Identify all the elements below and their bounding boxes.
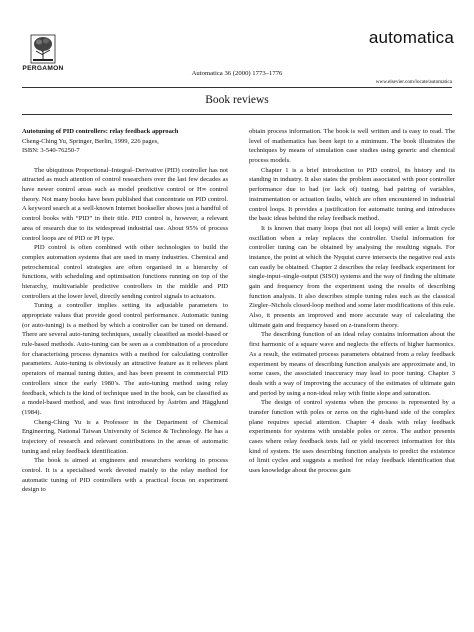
review-paragraph: The ubiquitous Proportional–Integral–Derivative (PID) controller has not attracted as much attention of control researchers over the last few decades as have newer control areas such as model predictive control or H∞ control theory. Not many books have been published that concentrate on PID control. A keyword search at a well-known Internet bookseller shows just a handful of control books with “PID” in their title. PID control is, however, a relevant area of research due to its widespread industrial use. About 95% of process control loops are of PID or PI type. xyxy=(22,166,228,242)
tree-logo-icon xyxy=(30,34,56,64)
section-title: Book reviews xyxy=(205,94,269,106)
journal-name: automatica xyxy=(368,28,454,47)
review-paragraph: The book is aimed at engineers and researchers working in process control. It is a specialised work devoted mainly to the relay method for automatic tuning of PID controllers with a practical focus on experiment design to xyxy=(22,457,228,494)
review-paragraph: Tuning a controller implies setting its adjustable parameters to appropriate values that provide good control performance. Automatic tuning (or auto-tuning) is a method by which a controller can be tuned on demand. There are several auto-tuning techniques, usually classified as model-based or rule-based methods. Auto-tuning can be seen as a combination of a procedure for characterising process dynamics with a method for calculating controller parameters. Auto-tuning is obviously an attractive feature as it relieves plant operators of manual tuning duties, and has been present in commercial PID controllers since the early 1980’s. The auto-tuning method using relay feedback, which is the kind of technique used in the book, can be classified as a model-based method, and was first introduced by Åström and Hägglund (1984). xyxy=(22,302,228,416)
book-author-line: Cheng-Ching Yu, Springer, Berlin, 1999, 226 pages, xyxy=(22,137,159,145)
journal-reference: Automatica 36 (2000) 1773–1776 xyxy=(191,70,283,77)
review-paragraph: Chapter 1 is a brief introduction to PID control, its history and its standing in industry. It also states the problem associated with poor controller performance due to bad (or lack of) tuning, bad pairing of variables, instrumentation or actuation faults, which are often encountered in industrial control loops. It provides a justification for automatic tuning and introduces the basic ideas behind the relay feedback method. xyxy=(249,166,455,223)
review-paragraph: obtain process information. The book is well written and is easy to read. The level of mathematics has been kept to a minimum. The book illustrates the techniques by means of simulation case studies using generic and chemical process models. xyxy=(249,128,455,165)
book-title: Autotuning of PID controllers: relay feedback approach xyxy=(22,128,179,135)
publisher-name: PERGAMON xyxy=(22,65,64,72)
right-column xyxy=(249,127,455,476)
review-paragraph: PID control is often combined with other technologies to build the complex automation systems that are used in many industries. Chemical and petrochemical control strategies are often organised in a hierarchy of functions, with scheduling and optimisation functions running on top of the hierarchy, multivariable predictive controllers in the middle and PID controllers at the lower level, directly sending control signals to actuators. xyxy=(22,244,228,300)
publisher-logo xyxy=(22,34,64,72)
left-column xyxy=(22,127,228,495)
book-isbn: ISBN: 3-540-76250-7 xyxy=(22,147,80,155)
review-paragraph: Cheng-Ching Yu is a Professor in the Department of Chemical Engineering, National Taiwan University of Science & Technology. He has a trajectory of research and relevant contributions in the areas of automatic tuning and relay feedback identification. xyxy=(22,418,228,455)
journal-header xyxy=(0,0,474,84)
journal-url: www.elsevier.com/locate/automatica xyxy=(375,79,452,85)
review-paragraph: It is known that many loops (but not all loops) will enter a limit cycle oscillation when a relay replaces the controller. Useful information for controller tuning can be obtained by analysing the resulting signals. For instance, the point at which the Nyquist curve intersects the negative real axis can easily be obtained. Chapter 2 describes the relay feedback experiment for single-input–single-output (SISO) systems and the way of finding the ultimate gain and frequency from the experiment using the results of describing function analysis. It also describes simple tuning rules such as the classical Ziegler–Nichols closed-loop method and some later modifications of this rule. Also, it presents an improved and more accurate way of calculating the ultimate gain and frequency based on z-transform theory. xyxy=(249,224,455,329)
review-paragraph: The describing function of an ideal relay contains information about the first harmonic of a square wave and neglects the effects of higher harmonics. As a result, the estimated process parameters obtained from a relay feedback experiment by means of describing function analysis are approximate and, in some cases, the associated inaccuracy may lead to poor tuning. Chapter 3 deals with a way of improving the accuracy of the estimates of ultimate gain and period by using a non-ideal relay with finite slope and saturation. xyxy=(249,331,455,397)
section-rule xyxy=(22,114,452,115)
review-paragraph: The design of control systems when the process is represented by a transfer function with poles or zeros on the right-hand side of the complex plane requires special attention. Chapter 4 deals with relay feedback experiments for systems with unstable poles or zeros. The author presents cases where relay feedback tests fail or yield incorrect information for this kind of system. He uses describing function analysis to predict the existence of limit cycles and suggests a method for relay feedback identification that uses knowledge about the process gain xyxy=(249,399,455,475)
header-rule xyxy=(22,87,452,88)
